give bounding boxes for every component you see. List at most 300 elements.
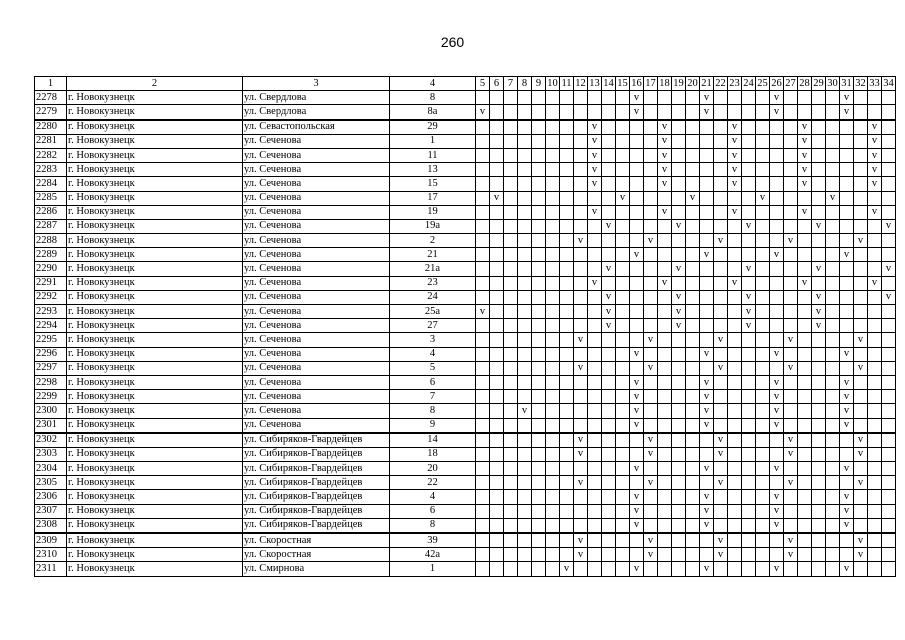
mark-cell — [854, 191, 868, 205]
mark-cell — [882, 120, 896, 135]
mark-cell — [546, 120, 560, 135]
mark-cell — [518, 418, 532, 433]
row-house: 6 — [390, 375, 476, 389]
mark-cell — [854, 148, 868, 162]
mark-cell — [532, 262, 546, 276]
mark-cell — [476, 476, 490, 490]
mark-cell — [686, 375, 700, 389]
mark-cell — [686, 148, 700, 162]
mark-cell — [728, 219, 742, 233]
row-city: г. Новокузнецк — [67, 148, 243, 162]
mark-cell — [672, 462, 686, 476]
row-city: г. Новокузнецк — [67, 276, 243, 290]
mark-cell — [840, 148, 854, 162]
row-house: 19а — [390, 219, 476, 233]
mark-cell: v — [742, 290, 756, 304]
mark-cell — [686, 562, 700, 576]
mark-cell — [784, 305, 798, 319]
row-number: 2281 — [35, 134, 67, 148]
mark-cell — [686, 347, 700, 361]
mark-cell — [686, 319, 700, 333]
mark-cell: v — [868, 134, 882, 148]
row-house: 8а — [390, 105, 476, 120]
mark-cell — [644, 105, 658, 120]
mark-cell: v — [574, 447, 588, 461]
mark-cell — [672, 490, 686, 504]
mark-cell — [826, 504, 840, 518]
mark-cell — [490, 347, 504, 361]
mark-cell — [756, 120, 770, 135]
mark-cell — [658, 518, 672, 533]
mark-cell: v — [728, 177, 742, 191]
mark-cell — [560, 404, 574, 418]
mark-cell — [784, 262, 798, 276]
column-header: 7 — [504, 77, 518, 91]
mark-cell — [672, 191, 686, 205]
mark-cell — [742, 191, 756, 205]
mark-cell: v — [644, 548, 658, 562]
mark-cell: v — [630, 504, 644, 518]
mark-cell — [616, 105, 630, 120]
column-header: 30 — [826, 77, 840, 91]
mark-cell: v — [798, 163, 812, 177]
mark-cell — [574, 134, 588, 148]
column-header: 5 — [476, 77, 490, 91]
mark-cell: v — [476, 305, 490, 319]
mark-cell: v — [714, 234, 728, 248]
mark-cell — [532, 148, 546, 162]
mark-cell: v — [700, 248, 714, 262]
mark-cell: v — [700, 490, 714, 504]
mark-cell — [882, 105, 896, 120]
mark-cell — [532, 518, 546, 533]
mark-cell: v — [714, 433, 728, 448]
mark-cell — [490, 148, 504, 162]
mark-cell — [630, 319, 644, 333]
mark-cell — [546, 91, 560, 105]
mark-cell — [686, 219, 700, 233]
mark-cell — [798, 219, 812, 233]
mark-cell — [854, 305, 868, 319]
mark-cell — [588, 262, 602, 276]
mark-cell — [630, 276, 644, 290]
mark-cell — [784, 248, 798, 262]
mark-cell: v — [630, 390, 644, 404]
mark-cell: v — [686, 191, 700, 205]
mark-cell — [588, 462, 602, 476]
table-row — [35, 347, 896, 361]
mark-cell — [644, 120, 658, 135]
mark-cell — [826, 361, 840, 375]
mark-cell — [588, 234, 602, 248]
column-header: 10 — [546, 77, 560, 91]
mark-cell: v — [588, 177, 602, 191]
mark-cell — [560, 276, 574, 290]
mark-cell — [742, 476, 756, 490]
mark-cell — [546, 305, 560, 319]
mark-cell: v — [756, 191, 770, 205]
mark-cell — [840, 219, 854, 233]
mark-cell: v — [826, 191, 840, 205]
row-city: г. Новокузнецк — [67, 134, 243, 148]
mark-cell — [560, 504, 574, 518]
mark-cell: v — [630, 91, 644, 105]
mark-cell — [882, 319, 896, 333]
mark-cell — [630, 163, 644, 177]
mark-cell — [490, 91, 504, 105]
column-header: 21 — [700, 77, 714, 91]
mark-cell — [882, 234, 896, 248]
mark-cell — [504, 347, 518, 361]
mark-cell — [504, 390, 518, 404]
mark-cell — [658, 404, 672, 418]
mark-cell — [616, 205, 630, 219]
mark-cell — [770, 262, 784, 276]
column-header: 15 — [616, 77, 630, 91]
mark-cell — [476, 333, 490, 347]
mark-cell: v — [882, 290, 896, 304]
mark-cell — [686, 504, 700, 518]
mark-cell — [742, 375, 756, 389]
mark-cell — [616, 276, 630, 290]
mark-cell — [602, 404, 616, 418]
mark-cell — [546, 347, 560, 361]
mark-cell — [854, 347, 868, 361]
mark-cell — [546, 177, 560, 191]
mark-cell — [812, 533, 826, 548]
mark-cell: v — [770, 375, 784, 389]
mark-cell — [504, 433, 518, 448]
mark-cell: v — [812, 262, 826, 276]
mark-cell — [868, 191, 882, 205]
mark-cell — [672, 562, 686, 576]
mark-cell — [490, 533, 504, 548]
mark-cell — [672, 476, 686, 490]
row-city: г. Новокузнецк — [67, 105, 243, 120]
mark-cell: v — [728, 134, 742, 148]
mark-cell — [742, 276, 756, 290]
mark-cell: v — [840, 347, 854, 361]
mark-cell — [784, 490, 798, 504]
table-row — [35, 248, 896, 262]
mark-cell: v — [644, 333, 658, 347]
row-city: г. Новокузнецк — [67, 533, 243, 548]
mark-cell — [532, 375, 546, 389]
mark-cell — [854, 205, 868, 219]
mark-cell — [868, 219, 882, 233]
mark-cell — [658, 390, 672, 404]
mark-cell — [504, 120, 518, 135]
row-number: 2292 — [35, 290, 67, 304]
mark-cell — [490, 205, 504, 219]
mark-cell — [854, 462, 868, 476]
row-number: 2305 — [35, 476, 67, 490]
mark-cell — [742, 163, 756, 177]
mark-cell — [518, 462, 532, 476]
mark-cell — [574, 390, 588, 404]
mark-cell — [490, 319, 504, 333]
mark-cell — [686, 276, 700, 290]
mark-cell — [812, 163, 826, 177]
table-row — [35, 548, 896, 562]
mark-cell — [504, 276, 518, 290]
mark-cell — [546, 504, 560, 518]
mark-cell — [616, 134, 630, 148]
mark-cell — [574, 319, 588, 333]
mark-cell — [798, 290, 812, 304]
row-city: г. Новокузнецк — [67, 191, 243, 205]
mark-cell — [644, 375, 658, 389]
mark-cell — [504, 404, 518, 418]
mark-cell — [798, 404, 812, 418]
mark-cell — [504, 91, 518, 105]
mark-cell — [882, 476, 896, 490]
mark-cell: v — [714, 333, 728, 347]
mark-cell — [798, 91, 812, 105]
mark-cell — [504, 248, 518, 262]
mark-cell — [644, 319, 658, 333]
mark-cell — [770, 319, 784, 333]
mark-cell — [532, 533, 546, 548]
mark-cell — [532, 476, 546, 490]
mark-cell — [826, 476, 840, 490]
row-city: г. Новокузнецк — [67, 262, 243, 276]
mark-cell — [882, 390, 896, 404]
column-header: 26 — [770, 77, 784, 91]
mark-cell — [518, 290, 532, 304]
row-number: 2300 — [35, 404, 67, 418]
mark-cell: v — [868, 276, 882, 290]
mark-cell — [756, 134, 770, 148]
mark-cell — [714, 404, 728, 418]
mark-cell — [784, 375, 798, 389]
table-row — [35, 361, 896, 375]
mark-cell — [574, 518, 588, 533]
mark-cell: v — [728, 148, 742, 162]
mark-cell — [602, 205, 616, 219]
mark-cell — [728, 504, 742, 518]
mark-cell: v — [868, 205, 882, 219]
mark-cell — [630, 548, 644, 562]
mark-cell — [770, 290, 784, 304]
row-house: 3 — [390, 333, 476, 347]
mark-cell — [476, 276, 490, 290]
mark-cell — [546, 134, 560, 148]
mark-cell — [812, 375, 826, 389]
mark-cell — [798, 305, 812, 319]
row-number: 2287 — [35, 219, 67, 233]
mark-cell — [560, 219, 574, 233]
row-street: ул. Сеченова — [243, 390, 390, 404]
mark-cell: v — [784, 447, 798, 461]
mark-cell — [672, 433, 686, 448]
mark-cell — [784, 91, 798, 105]
mark-cell — [840, 319, 854, 333]
column-header: 1 — [35, 77, 67, 91]
row-number: 2299 — [35, 390, 67, 404]
mark-cell — [826, 248, 840, 262]
mark-cell — [742, 447, 756, 461]
mark-cell — [532, 319, 546, 333]
mark-cell: v — [770, 347, 784, 361]
mark-cell — [728, 562, 742, 576]
row-street: ул. Сибиряков-Гвардейцев — [243, 476, 390, 490]
mark-cell: v — [574, 361, 588, 375]
mark-cell — [826, 177, 840, 191]
table-row — [35, 490, 896, 504]
mark-cell — [770, 191, 784, 205]
row-street: ул. Сеченова — [243, 191, 390, 205]
row-street: ул. Скоростная — [243, 548, 390, 562]
table-row — [35, 105, 896, 120]
mark-cell — [742, 404, 756, 418]
mark-cell — [854, 375, 868, 389]
mark-cell — [868, 248, 882, 262]
row-city: г. Новокузнецк — [67, 548, 243, 562]
mark-cell — [616, 333, 630, 347]
mark-cell — [770, 177, 784, 191]
mark-cell — [560, 262, 574, 276]
mark-cell — [714, 134, 728, 148]
table-row — [35, 177, 896, 191]
row-street: ул. Сибиряков-Гвардейцев — [243, 462, 390, 476]
mark-cell — [644, 163, 658, 177]
mark-cell — [728, 319, 742, 333]
mark-cell — [756, 290, 770, 304]
mark-cell — [714, 319, 728, 333]
mark-cell — [658, 91, 672, 105]
mark-cell — [756, 490, 770, 504]
mark-cell — [868, 533, 882, 548]
row-city: г. Новокузнецк — [67, 404, 243, 418]
mark-cell — [602, 347, 616, 361]
mark-cell — [742, 234, 756, 248]
mark-cell — [714, 462, 728, 476]
mark-cell: v — [770, 390, 784, 404]
mark-cell: v — [868, 163, 882, 177]
mark-cell — [588, 105, 602, 120]
mark-cell — [476, 390, 490, 404]
mark-cell — [882, 134, 896, 148]
mark-cell — [826, 404, 840, 418]
mark-cell — [840, 177, 854, 191]
mark-cell — [812, 148, 826, 162]
mark-cell — [504, 134, 518, 148]
row-city: г. Новокузнецк — [67, 490, 243, 504]
mark-cell — [742, 148, 756, 162]
mark-cell — [532, 548, 546, 562]
mark-cell — [644, 205, 658, 219]
row-city: г. Новокузнецк — [67, 177, 243, 191]
mark-cell — [798, 490, 812, 504]
mark-cell: v — [840, 390, 854, 404]
mark-cell — [854, 319, 868, 333]
mark-cell — [798, 548, 812, 562]
mark-cell: v — [742, 319, 756, 333]
mark-cell — [574, 418, 588, 433]
mark-cell — [798, 433, 812, 448]
mark-cell — [490, 177, 504, 191]
mark-cell: v — [560, 562, 574, 576]
table-row — [35, 234, 896, 248]
mark-cell — [644, 262, 658, 276]
mark-cell: v — [798, 134, 812, 148]
mark-cell: v — [798, 205, 812, 219]
mark-cell — [784, 504, 798, 518]
mark-cell — [490, 490, 504, 504]
mark-cell — [630, 433, 644, 448]
mark-cell — [658, 447, 672, 461]
mark-cell — [630, 177, 644, 191]
row-house: 25а — [390, 305, 476, 319]
mark-cell: v — [812, 219, 826, 233]
row-number: 2303 — [35, 447, 67, 461]
mark-cell — [756, 533, 770, 548]
row-street: ул. Сеченова — [243, 319, 390, 333]
mark-cell — [770, 276, 784, 290]
mark-cell: v — [798, 177, 812, 191]
mark-cell: v — [700, 390, 714, 404]
mark-cell — [812, 447, 826, 461]
column-header: 13 — [588, 77, 602, 91]
mark-cell — [518, 533, 532, 548]
mark-cell — [882, 433, 896, 448]
mark-cell — [616, 447, 630, 461]
row-house: 1 — [390, 134, 476, 148]
mark-cell — [728, 305, 742, 319]
mark-cell: v — [672, 319, 686, 333]
mark-cell — [826, 290, 840, 304]
row-street: ул. Сеченова — [243, 290, 390, 304]
row-street: ул. Сеченова — [243, 148, 390, 162]
mark-cell — [504, 476, 518, 490]
mark-cell — [532, 205, 546, 219]
mark-cell — [602, 447, 616, 461]
mark-cell — [728, 375, 742, 389]
mark-cell — [630, 219, 644, 233]
mark-cell — [476, 134, 490, 148]
row-house: 20 — [390, 462, 476, 476]
mark-cell: v — [588, 134, 602, 148]
mark-cell — [616, 418, 630, 433]
mark-cell — [714, 219, 728, 233]
mark-cell — [504, 191, 518, 205]
mark-cell — [546, 404, 560, 418]
mark-cell: v — [630, 518, 644, 533]
row-city: г. Новокузнецк — [67, 120, 243, 135]
mark-cell — [518, 562, 532, 576]
mark-cell — [616, 91, 630, 105]
mark-cell — [854, 404, 868, 418]
mark-cell — [602, 518, 616, 533]
mark-cell — [672, 418, 686, 433]
mark-cell — [728, 91, 742, 105]
mark-cell — [854, 290, 868, 304]
mark-cell — [546, 390, 560, 404]
mark-cell — [518, 548, 532, 562]
mark-cell — [546, 148, 560, 162]
mark-cell — [728, 476, 742, 490]
mark-cell: v — [700, 404, 714, 418]
mark-cell — [560, 447, 574, 461]
row-city: г. Новокузнецк — [67, 447, 243, 461]
mark-cell — [504, 177, 518, 191]
mark-cell: v — [602, 290, 616, 304]
mark-cell — [854, 163, 868, 177]
mark-cell — [756, 319, 770, 333]
mark-cell — [476, 163, 490, 177]
mark-cell — [518, 276, 532, 290]
